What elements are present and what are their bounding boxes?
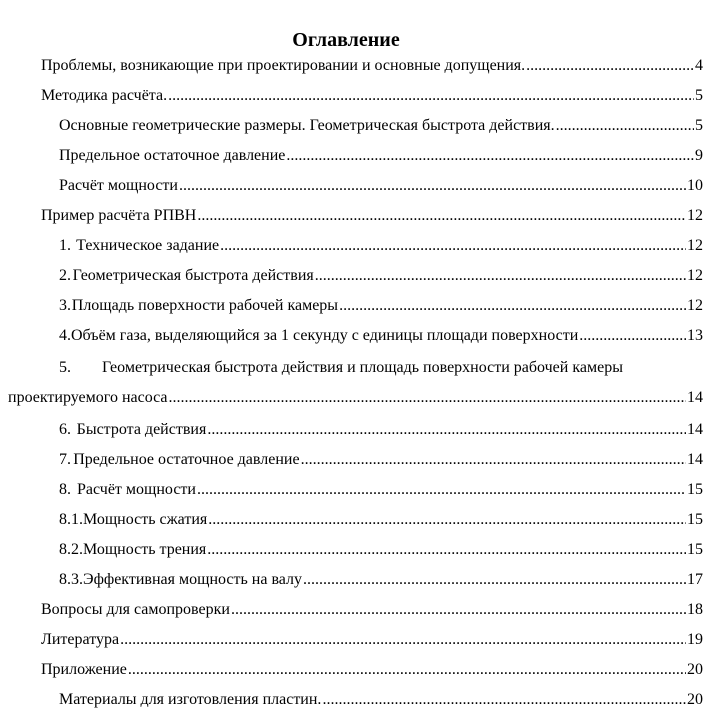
toc-entry-text: Расчёт мощности (77, 481, 196, 498)
toc-entry[interactable] (59, 266, 703, 286)
toc-leader (197, 206, 686, 226)
toc-entry-page: 14 (687, 421, 703, 438)
toc-entry-page: 14 (687, 389, 703, 406)
toc-entry[interactable] (59, 326, 703, 346)
toc-leader (231, 600, 686, 620)
toc-entry-page: 15 (687, 481, 703, 498)
toc-entry-number: 8.3. (59, 571, 83, 588)
toc-leader (556, 116, 694, 136)
toc-entry-page: 12 (687, 297, 703, 314)
toc-entry-number: 6. (59, 421, 71, 438)
toc-entry-number: 8.2. (59, 541, 83, 558)
toc-entry-number: 1. (59, 237, 71, 254)
toc-entry[interactable] (59, 236, 703, 256)
toc-entry-page: 18 (687, 601, 703, 618)
toc-entry-page: 13 (687, 327, 703, 344)
toc-entry[interactable] (59, 570, 703, 590)
toc-entry-text: Техническое задание (76, 237, 220, 254)
toc-entry[interactable] (59, 480, 703, 500)
toc-entry-page: 19 (687, 631, 703, 648)
toc-entry-text: Предельное остаточное давление (59, 147, 286, 164)
toc-entry-text: Литература (41, 631, 120, 648)
toc-entry-number: 5. (59, 359, 71, 376)
toc-leader (120, 630, 686, 650)
toc-leader (303, 570, 686, 590)
toc-entry-text-continued: проектируемого насоса (8, 389, 168, 406)
toc-entry[interactable] (59, 116, 703, 136)
toc-entry-page: 4 (695, 57, 703, 74)
toc-entry-page: 20 (687, 691, 703, 708)
toc-leader (339, 296, 686, 316)
toc-title: Оглавление (292, 29, 400, 51)
toc-entry-text: Быстрота действия (76, 421, 207, 438)
toc-leader (579, 326, 686, 346)
toc-leader (208, 510, 686, 530)
toc-entry[interactable] (59, 146, 703, 166)
toc-leader (526, 56, 694, 76)
toc-entry-text: Площадь поверхности рабочей камеры (71, 297, 339, 314)
toc-entry-number: 4. (59, 327, 71, 344)
toc-entry-page: 12 (687, 237, 703, 254)
toc-leader (322, 690, 686, 710)
toc-entry-text: Методика расчёта. (41, 87, 168, 104)
toc-entry-page: 17 (687, 571, 703, 588)
toc-entry-page: 12 (687, 207, 703, 224)
toc-leader (286, 146, 694, 166)
toc-leader (301, 450, 686, 470)
toc-entry-text: Основные геометрические размеры. Геометрическая быстрота действия. (59, 117, 555, 134)
toc-entry[interactable] (59, 296, 703, 316)
toc-entry[interactable] (59, 690, 703, 710)
toc-entry-page: 14 (687, 451, 703, 468)
toc-leader (197, 480, 686, 500)
toc-entry[interactable] (59, 510, 703, 530)
toc-entry-text: Мощность трения (83, 541, 207, 558)
toc-entry-text: Вопросы для самопроверки (41, 601, 230, 618)
toc-entry-text: Эффективная мощность на валу (83, 571, 303, 588)
toc-entry-number: 8. (59, 481, 71, 498)
toc-leader (207, 540, 686, 560)
toc-entry[interactable] (59, 420, 703, 440)
toc-entry-number: 2. (59, 267, 71, 284)
toc-entry[interactable] (41, 660, 703, 680)
toc-entry[interactable] (41, 56, 703, 76)
toc-entry-page: 5 (695, 117, 703, 134)
toc-entry-number: 3. (59, 297, 71, 314)
toc-entry-text: Предельное остаточное давление (73, 451, 300, 468)
toc-entry-line1[interactable] (59, 358, 623, 378)
toc-leader (315, 266, 686, 286)
toc-leader (169, 388, 686, 408)
toc-entry-page: 9 (695, 147, 703, 164)
toc-entry-page: 20 (687, 661, 703, 678)
toc-entry-text: Пример расчёта РПВН (41, 207, 197, 224)
toc-entry-text: Материалы для изготовления пластин. (59, 691, 322, 708)
toc-entry[interactable] (41, 206, 703, 226)
toc-entry[interactable] (41, 600, 703, 620)
toc-leader (220, 236, 686, 256)
toc-entry-text: Геометрическая быстрота действия и площадь поверхности рабочей камеры (102, 359, 623, 376)
toc-entry-page: 15 (687, 541, 703, 558)
toc-entry[interactable] (59, 176, 703, 196)
toc-entry-text: Объём газа, выделяющийся за 1 секунду с единицы площади поверхности (71, 327, 579, 344)
toc-leader (168, 86, 694, 106)
toc-entry-page: 15 (687, 511, 703, 528)
toc-entry-page: 5 (695, 87, 703, 104)
toc-entry-page: 12 (687, 267, 703, 284)
toc-entry[interactable] (41, 86, 703, 106)
toc-entry[interactable] (59, 540, 703, 560)
toc-entry[interactable] (8, 388, 703, 408)
toc-entry[interactable] (59, 450, 703, 470)
toc-leader (207, 420, 686, 440)
toc-entry-text: Расчёт мощности (59, 177, 178, 194)
toc-entry-page: 10 (687, 177, 703, 194)
toc-entry[interactable] (41, 630, 703, 650)
toc-entry-text: Геометрическая быстрота действия (72, 267, 314, 284)
toc-entry-number: 8.1. (59, 511, 83, 528)
toc-leader (128, 660, 686, 680)
toc-entry-number: 7. (59, 451, 71, 468)
toc-leader (179, 176, 686, 196)
toc-entry-text: Приложение (41, 661, 127, 678)
toc-entry-text: Проблемы, возникающие при проектировании и основные допущения. (41, 57, 526, 74)
toc-entry-text: Мощность сжатия (83, 511, 208, 528)
